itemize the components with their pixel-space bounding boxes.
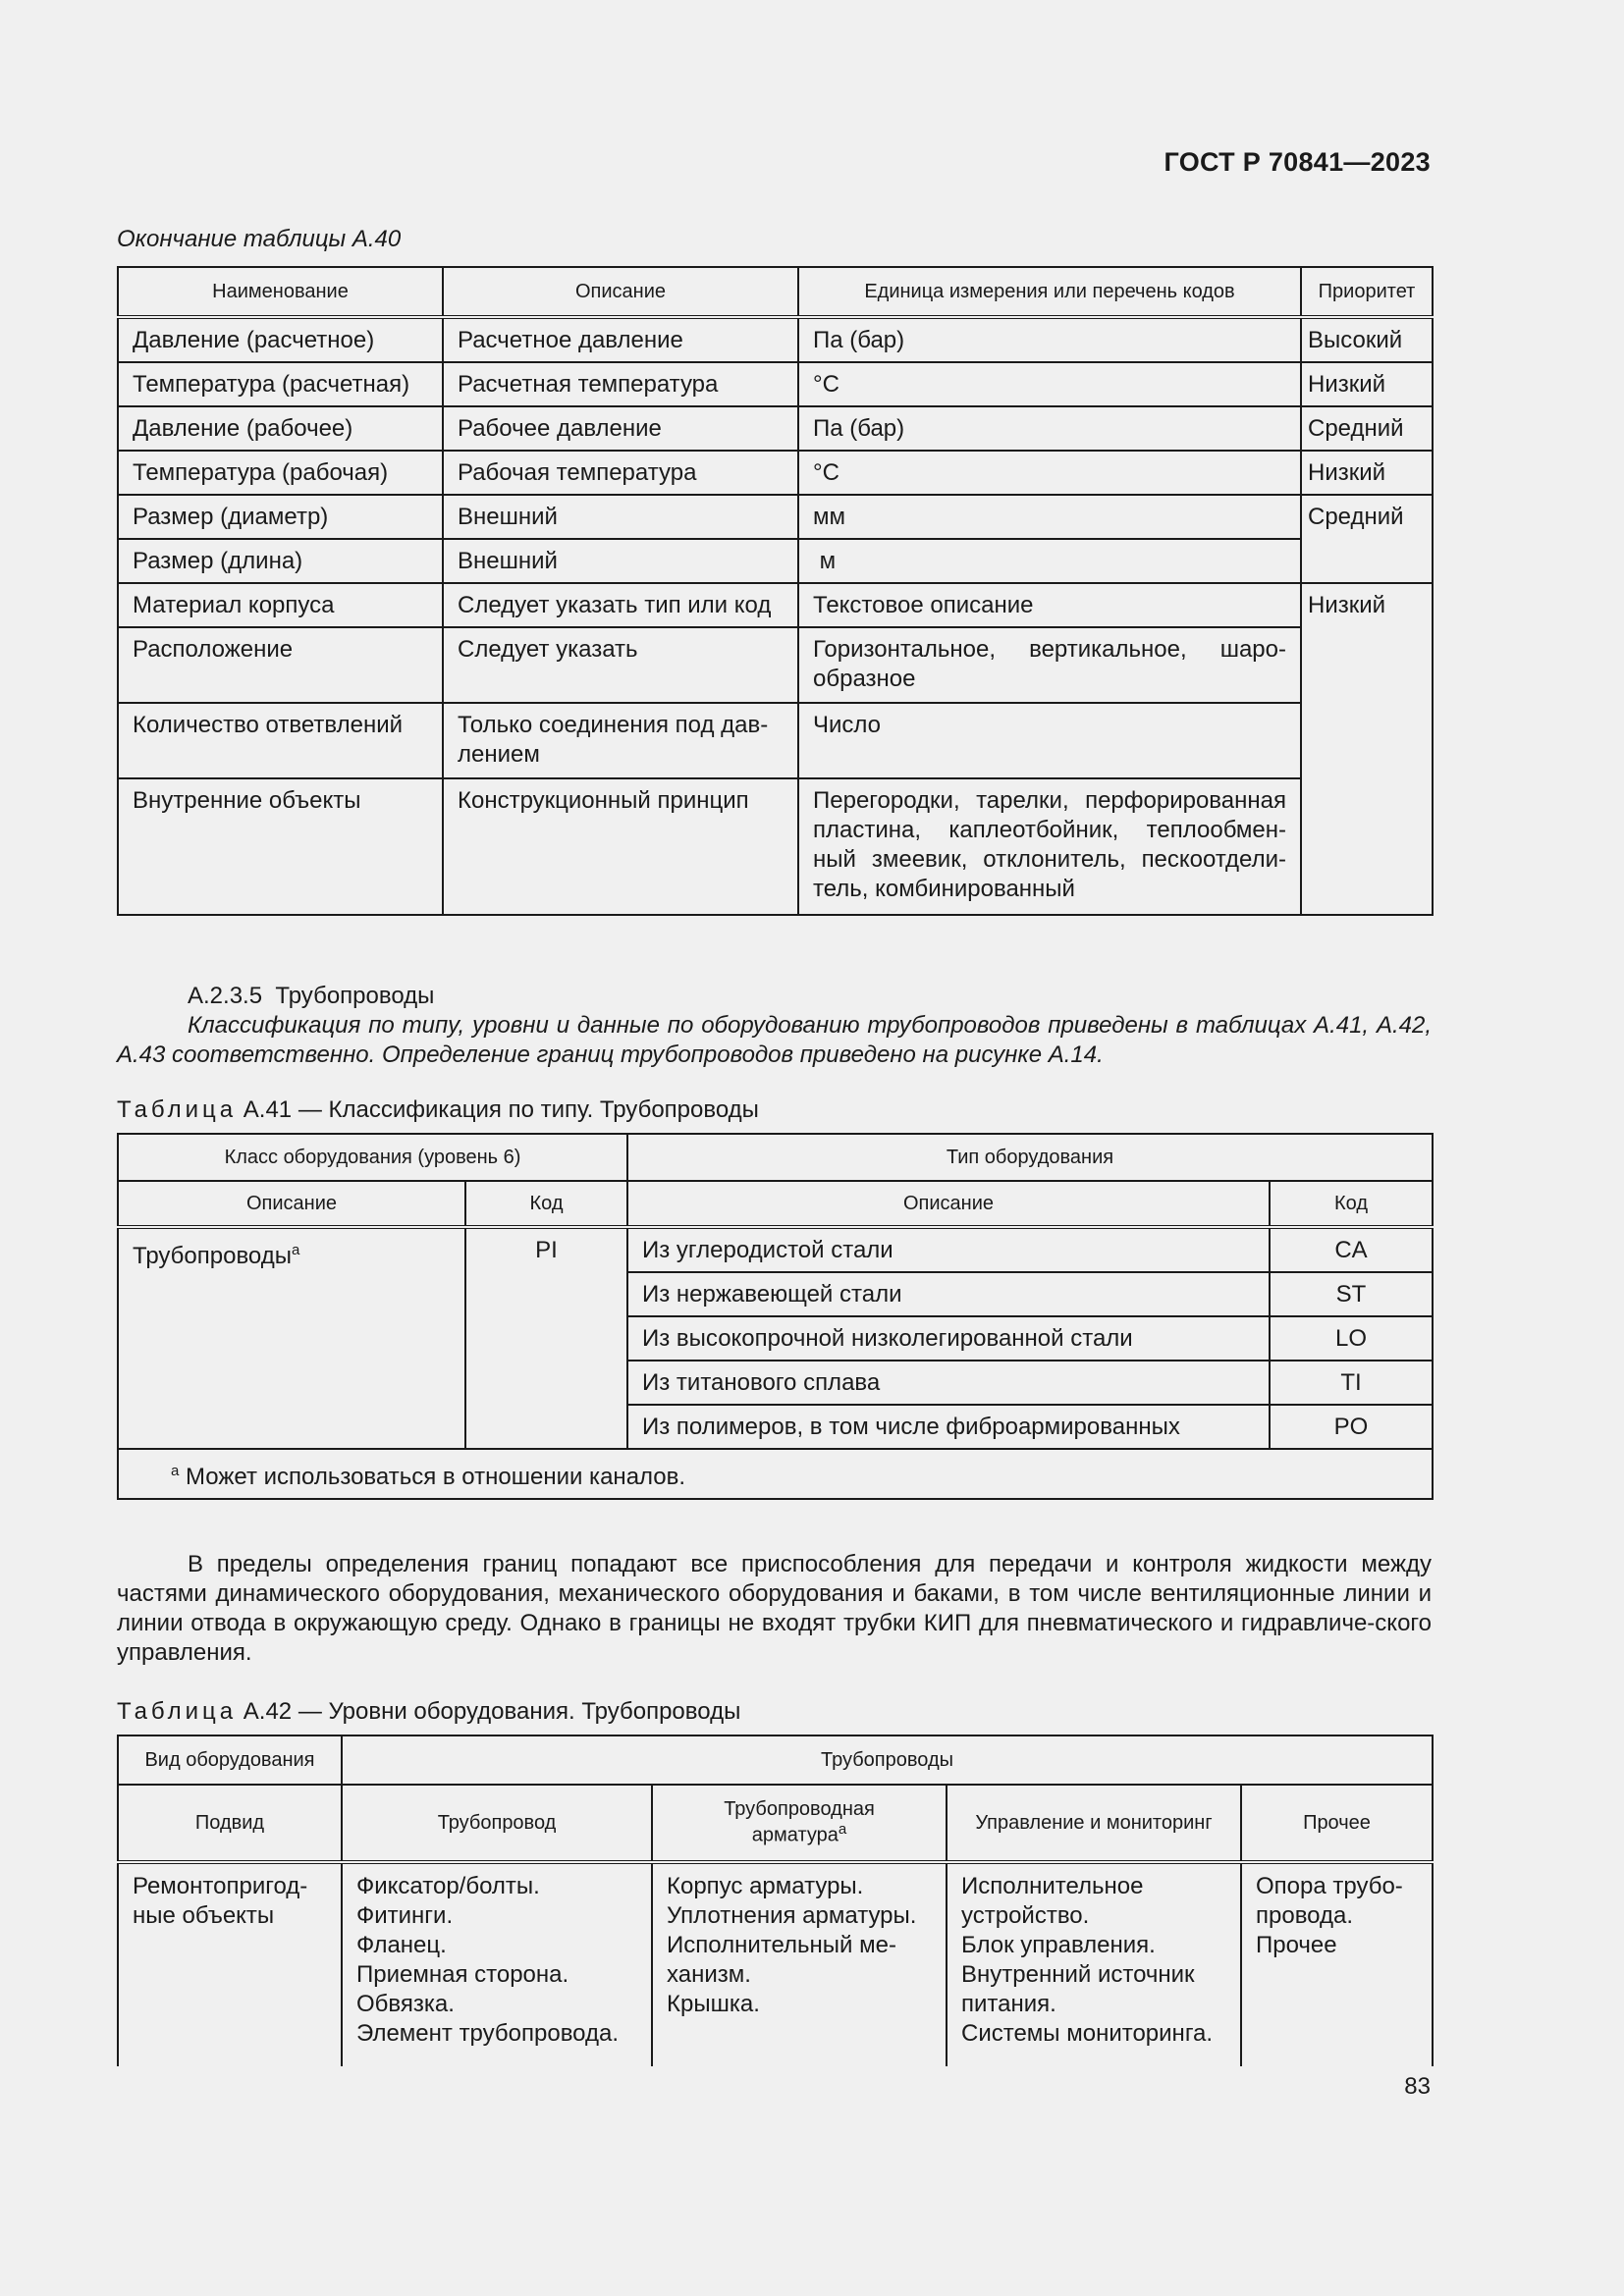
column-group-header: Тип оборудования xyxy=(627,1134,1433,1181)
table-a41-section xyxy=(117,1096,1432,1500)
table-cell: Перегородки, тарелки, перфорированная пластина, каплеотбойник, теплообмен-ный змеевик, отклонитель, пескоотдели-тель, комбинированный xyxy=(798,778,1301,915)
table-row xyxy=(118,539,1433,583)
footnote-mark: a xyxy=(171,1463,180,1479)
footnote-text: Может использоваться в отношении каналов. xyxy=(179,1464,686,1490)
footnote-mark: a xyxy=(838,1821,847,1839)
footnote-mark: a xyxy=(292,1242,300,1258)
table-cell: мм xyxy=(798,495,1301,539)
table-cell: °С xyxy=(798,451,1301,495)
table-cell: Низкий xyxy=(1301,451,1433,495)
table-cell: Расположение xyxy=(118,627,443,703)
table-cell: Внутренние объекты xyxy=(118,778,443,915)
type-code: ST xyxy=(1270,1272,1433,1316)
table-a40-section xyxy=(117,226,1432,916)
table-cell: Следует указать xyxy=(443,627,798,703)
boundaries-section xyxy=(117,1550,1432,1668)
table-cell: Материал корпуса xyxy=(118,583,443,627)
boundaries-paragraph: В пределы определения границ попадают все приспособления для передачи и контроля жидкости между частями динамического оборудования, механического оборудования и баками, в том числе вентиляционные линии и линии отвода в окружающую среду. Однако в границы не входят трубки КИП для пневматического и гидравличе-ского управления. xyxy=(117,1551,1432,1666)
table-cell: Высокий xyxy=(1301,317,1433,362)
class-description: Трубопроводы xyxy=(133,1243,292,1269)
table-cell: Горизонтальное, вертикальное, шаро-образное xyxy=(798,627,1301,703)
table-cell: Давление (рабочее) xyxy=(118,406,443,451)
table-cell: Средний xyxy=(1301,495,1433,583)
type-code: PO xyxy=(1270,1405,1433,1449)
column-header: Описание xyxy=(627,1181,1270,1227)
column-header xyxy=(652,1785,947,1862)
column-header: Приоритет xyxy=(1301,267,1433,317)
table-cell: Низкий xyxy=(1301,583,1433,915)
type-code: TI xyxy=(1270,1361,1433,1405)
table-a41 xyxy=(117,1133,1434,1500)
section-number: А.2.3.5 xyxy=(188,983,263,1009)
column-group-header: Трубопроводы xyxy=(342,1735,1433,1785)
section-pipelines xyxy=(117,982,1432,1070)
table-row xyxy=(118,362,1433,406)
table-cell: Количество ответвлений xyxy=(118,703,443,778)
table-row xyxy=(118,1862,1433,2066)
type-code: LO xyxy=(1270,1316,1433,1361)
table-cell: Па (бар) xyxy=(798,317,1301,362)
class-code-cell: PI xyxy=(465,1227,627,1449)
type-description: Из нержавеющей стали xyxy=(627,1272,1270,1316)
column-header: Прочее xyxy=(1241,1785,1433,1862)
table-cell: Температура (рабочая) xyxy=(118,451,443,495)
column-header: Единица измерения или перечень кодов xyxy=(798,267,1301,317)
table-row xyxy=(118,627,1433,703)
table-cell: м xyxy=(798,539,1301,583)
table-footnote-row xyxy=(118,1449,1433,1499)
table-a42-section xyxy=(117,1698,1432,2066)
table-cell: °С xyxy=(798,362,1301,406)
column-header: Подвид xyxy=(118,1785,342,1862)
page-number: 83 xyxy=(1404,2073,1431,2100)
control-cell: Исполнительное устройство. Блок управления. Внутренний источник питания. Системы мониторинга. xyxy=(947,1862,1241,2066)
table-row xyxy=(118,778,1433,915)
caption-text: А.41 — Классификация по типу. Трубопроводы xyxy=(237,1096,759,1123)
table-cell: Средний xyxy=(1301,406,1433,451)
table-cell: Число xyxy=(798,703,1301,778)
type-description: Из титанового сплава xyxy=(627,1361,1270,1405)
table-row xyxy=(118,1227,1433,1272)
subtype-cell: Ремонтопригод-ные объекты xyxy=(118,1862,342,2066)
column-header: Управление и мониторинг xyxy=(947,1785,1241,1862)
table-row xyxy=(118,406,1433,451)
column-header: Описание xyxy=(118,1181,465,1227)
column-group-header: Класс оборудования (уровень 6) xyxy=(118,1134,627,1181)
table-cell: Расчетное давление xyxy=(443,317,798,362)
table-cell: Внешний xyxy=(443,539,798,583)
section-intro: Классификация по типу, уровни и данные по оборудованию трубопроводов приведены в таблицах А.41, А.42, А.43 соответственно. Определение границ трубопроводов приведено на рисунке А.14. xyxy=(117,1012,1432,1068)
table-cell: Давление (расчетное) xyxy=(118,317,443,362)
table-a42 xyxy=(117,1735,1434,2066)
table-cell: Температура (расчетная) xyxy=(118,362,443,406)
table-cell: Низкий xyxy=(1301,362,1433,406)
caption-prefix: Таблица xyxy=(117,1096,238,1123)
type-description: Из высокопрочной низколегированной стали xyxy=(627,1316,1270,1361)
table-cell: Рабочее давление xyxy=(443,406,798,451)
caption-text: А.42 — Уровни оборудования. Трубопроводы xyxy=(237,1698,741,1725)
table-cell: Размер (диаметр) xyxy=(118,495,443,539)
table-cell: Конструкционный принцип xyxy=(443,778,798,915)
column-header: Код xyxy=(1270,1181,1433,1227)
type-description: Из полимеров, в том числе фиброармированных xyxy=(627,1405,1270,1449)
table-cell: Размер (длина) xyxy=(118,539,443,583)
table-cell: Только соединения под дав-лением xyxy=(443,703,798,778)
type-description: Из углеродистой стали xyxy=(627,1227,1270,1272)
table-row xyxy=(118,451,1433,495)
table-a40 xyxy=(117,266,1434,916)
caption-prefix: Таблица xyxy=(117,1698,238,1725)
table-cell: Текстовое описание xyxy=(798,583,1301,627)
section-title: Трубопроводы xyxy=(275,983,435,1009)
table-row xyxy=(118,317,1433,362)
table-cell: Следует указать тип или код xyxy=(443,583,798,627)
column-header: Код xyxy=(465,1181,627,1227)
valves-cell: Корпус арматуры. Уплотнения арматуры. Исполнительный ме-ханизм. Крышка. xyxy=(652,1862,947,2066)
table-row xyxy=(118,495,1433,539)
pipeline-cell: Фиксатор/болты. Фитинги. Фланец. Приемная сторона. Обвязка. Элемент трубопровода. xyxy=(342,1862,652,2066)
column-header: Описание xyxy=(443,267,798,317)
table-a41-caption xyxy=(117,1096,1432,1124)
document-id: ГОСТ Р 70841—2023 xyxy=(1164,147,1431,177)
table-cell: Рабочая температура xyxy=(443,451,798,495)
class-description-cell xyxy=(118,1227,465,1449)
table-cell: Па (бар) xyxy=(798,406,1301,451)
table-a42-caption xyxy=(117,1698,1432,1726)
type-code: CA xyxy=(1270,1227,1433,1272)
table-a40-caption: Окончание таблицы А.40 xyxy=(117,226,402,252)
header-text: Трубопроводная арматура xyxy=(724,1798,875,1846)
table-footnote xyxy=(118,1449,1433,1499)
table-row xyxy=(118,703,1433,778)
column-header: Наименование xyxy=(118,267,443,317)
section-heading xyxy=(117,982,1432,1011)
other-cell: Опора трубо-провода. Прочее xyxy=(1241,1862,1433,2066)
table-cell: Расчетная температура xyxy=(443,362,798,406)
table-cell: Внешний xyxy=(443,495,798,539)
table-row xyxy=(118,583,1433,627)
column-header: Трубопровод xyxy=(342,1785,652,1862)
column-header: Вид оборудования xyxy=(118,1735,342,1785)
